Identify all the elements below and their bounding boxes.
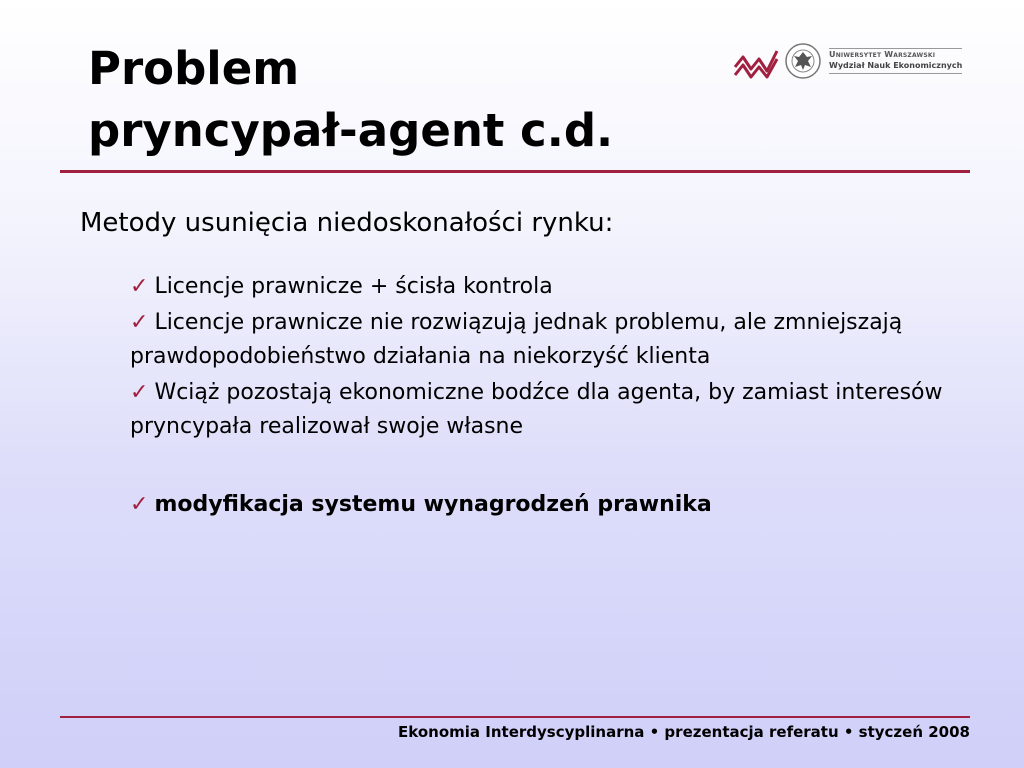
- bullet-text: modyfikacja systemu wynagrodzeń prawnika: [154, 492, 712, 517]
- bullet-list: [130, 270, 950, 524]
- logo-institution-line1: Uniwersytet Warszawski: [829, 48, 962, 60]
- bullet-text: Licencje prawnicze nie rozwiązują jednak problemu, ale zmniejszają prawdopodobieństwo działania na niekorzyść klienta: [130, 310, 903, 369]
- slide-title-line1: Problem: [88, 42, 300, 95]
- university-seal-icon: [784, 42, 822, 80]
- list-item: [130, 306, 950, 374]
- bullet-text: Licencje prawnicze + ścisła kontrola: [154, 274, 553, 299]
- list-item: [130, 270, 950, 304]
- logo-institution-line2: Wydział Nauk Ekonomicznych: [829, 61, 962, 74]
- list-item: [130, 376, 950, 444]
- wave-chart-icon: [733, 47, 779, 79]
- intro-text: Metody usunięcia niedoskonałości rynku:: [80, 208, 614, 238]
- title-divider: [60, 170, 970, 173]
- logo-text: [829, 48, 962, 74]
- slide-title: [88, 38, 613, 162]
- bullet-text: Wciąż pozostają ekonomiczne bodźce dla agenta, by zamiast interesów pryncypała realizował swoje własne: [130, 380, 943, 439]
- list-item: [130, 488, 950, 522]
- footer-divider: [60, 716, 970, 718]
- check-icon: ✓: [130, 380, 149, 405]
- check-icon: ✓: [130, 310, 149, 335]
- university-logo: [733, 41, 973, 85]
- slide-footer: Ekonomia Interdyscyplinarna • prezentacja referatu • styczeń 2008: [398, 723, 970, 741]
- slide-title-line2: pryncypał-agent c.d.: [88, 104, 614, 157]
- check-icon: ✓: [130, 492, 149, 517]
- check-icon: ✓: [130, 274, 149, 299]
